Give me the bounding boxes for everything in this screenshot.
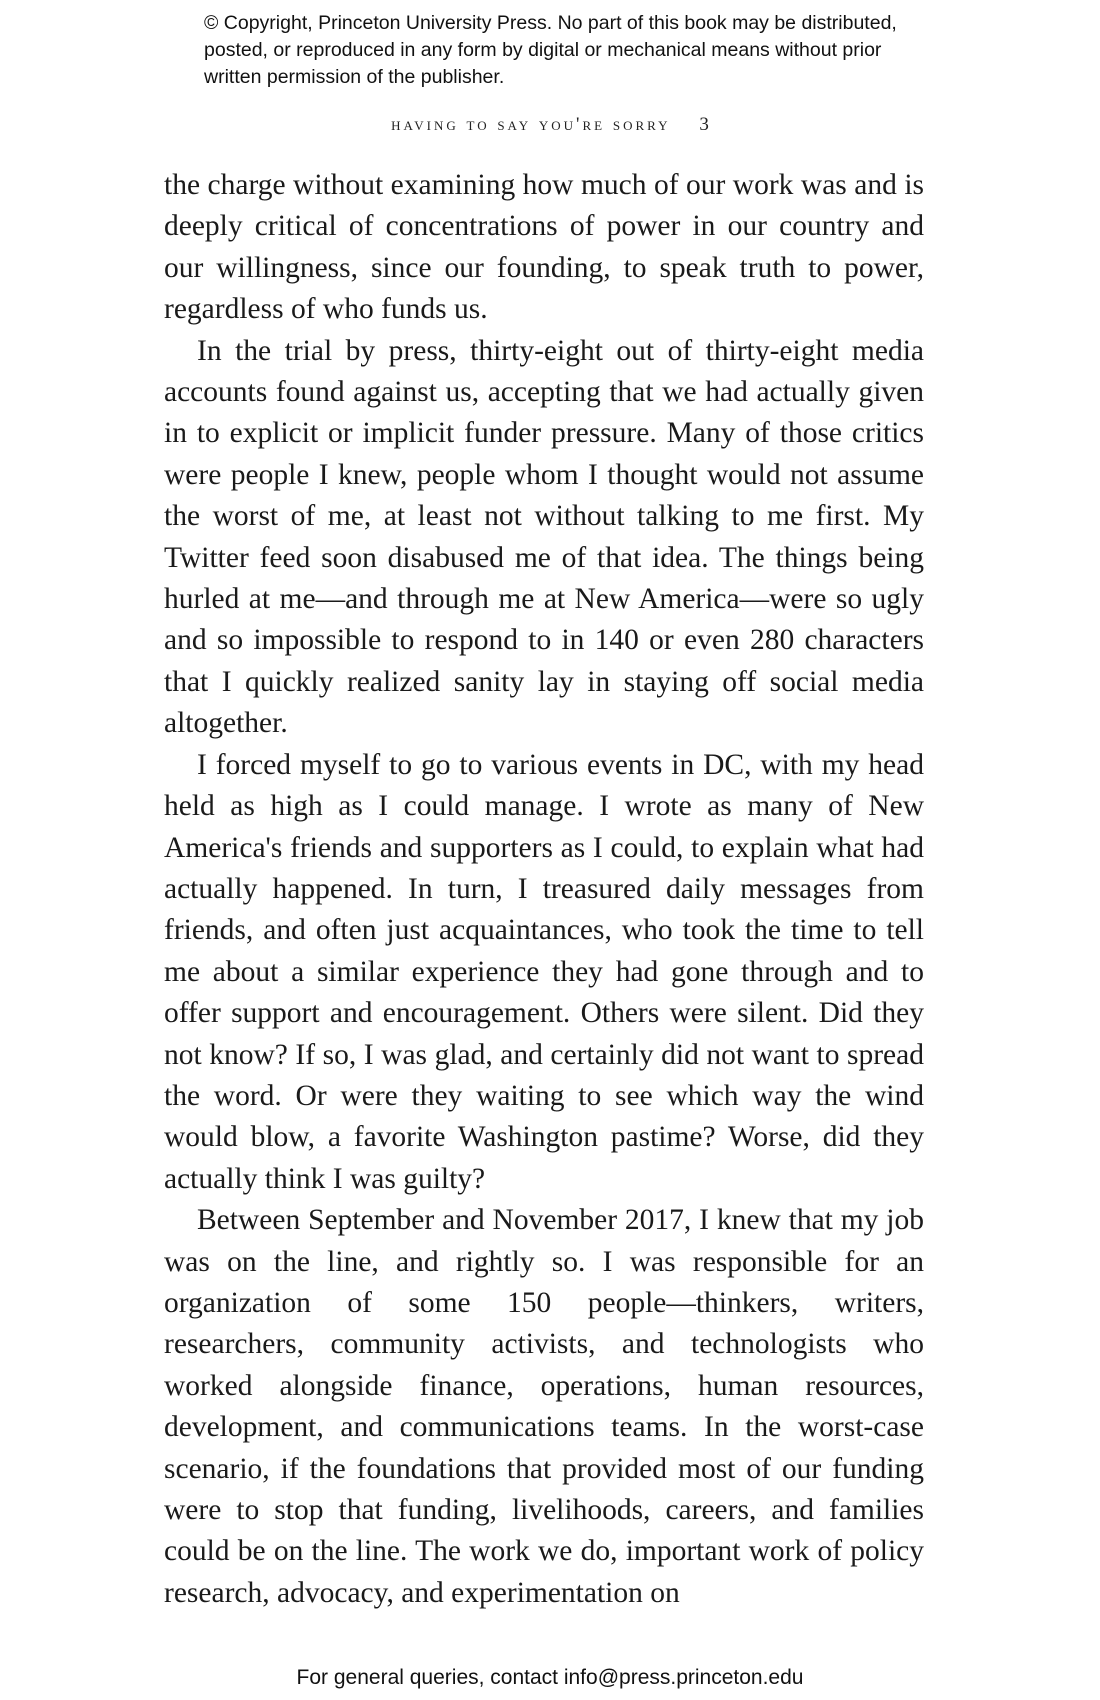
page-number: 3 (699, 114, 709, 135)
paragraph: In the trial by press, thirty-eight out of thirty-eight media accounts found against us, accepting that we had actually given in to explicit or implicit funder pressure. Many of those critics were people I knew, people whom I thought would not assume the worst of me, at least not without talking to me first. My Twitter feed soon disabused me of that idea. The things being hurled at me—and through me at New America—were so ugly and so impossible to respond to in 140 or even 280 characters that I quickly realized sanity lay in staying off social media altogether. (164, 334, 924, 740)
footer-contact: For general queries, contact info@press.princeton.edu (296, 1666, 804, 1689)
body-text (164, 165, 924, 1614)
copyright-notice: © Copyright, Princeton University Press. No part of this book may be distributed, posted, or reproduced in any form by digital or mechanical means without prior written permission of the publisher. (204, 12, 897, 88)
running-head (0, 114, 1100, 136)
paragraph: the charge without examining how much of our work was and is deeply critical of concentrations of power in our country and our willingness, since our founding, to speak truth to power, regardless of who funds us. (164, 169, 924, 326)
paragraph: I forced myself to go to various events in DC, with my head held as high as I could manage. I wrote as many of New America's friends and supporters as I could, to explain what had actually happened. In turn, I treasured daily messages from friends, and often just acquaintances, who took the time to tell me about a similar experience they had gone through and to offer support and encouragement. Others were silent. Did they not know? If so, I was glad, and certainly did not want to spread the word. Or were they waiting to see which way the wind would blow, a favorite Washington pastime? Worse, did they actually think I was guilty? (164, 748, 924, 1195)
paragraph: Between September and November 2017, I knew that my job was on the line, and rightly so. I was responsible for an organization of some 150 people—thinkers, writers, researchers, community activists, and technologists who worked alongside finance, operations, human resources, development, and communications teams. In the worst-case scenario, if the foundations that provided most of our funding were to stop that funding, livelihoods, careers, and families could be on the line. The work we do, important work of policy research, advocacy, and experimentation on (164, 1204, 924, 1609)
running-head-title: having to say you're sorry (391, 114, 671, 135)
